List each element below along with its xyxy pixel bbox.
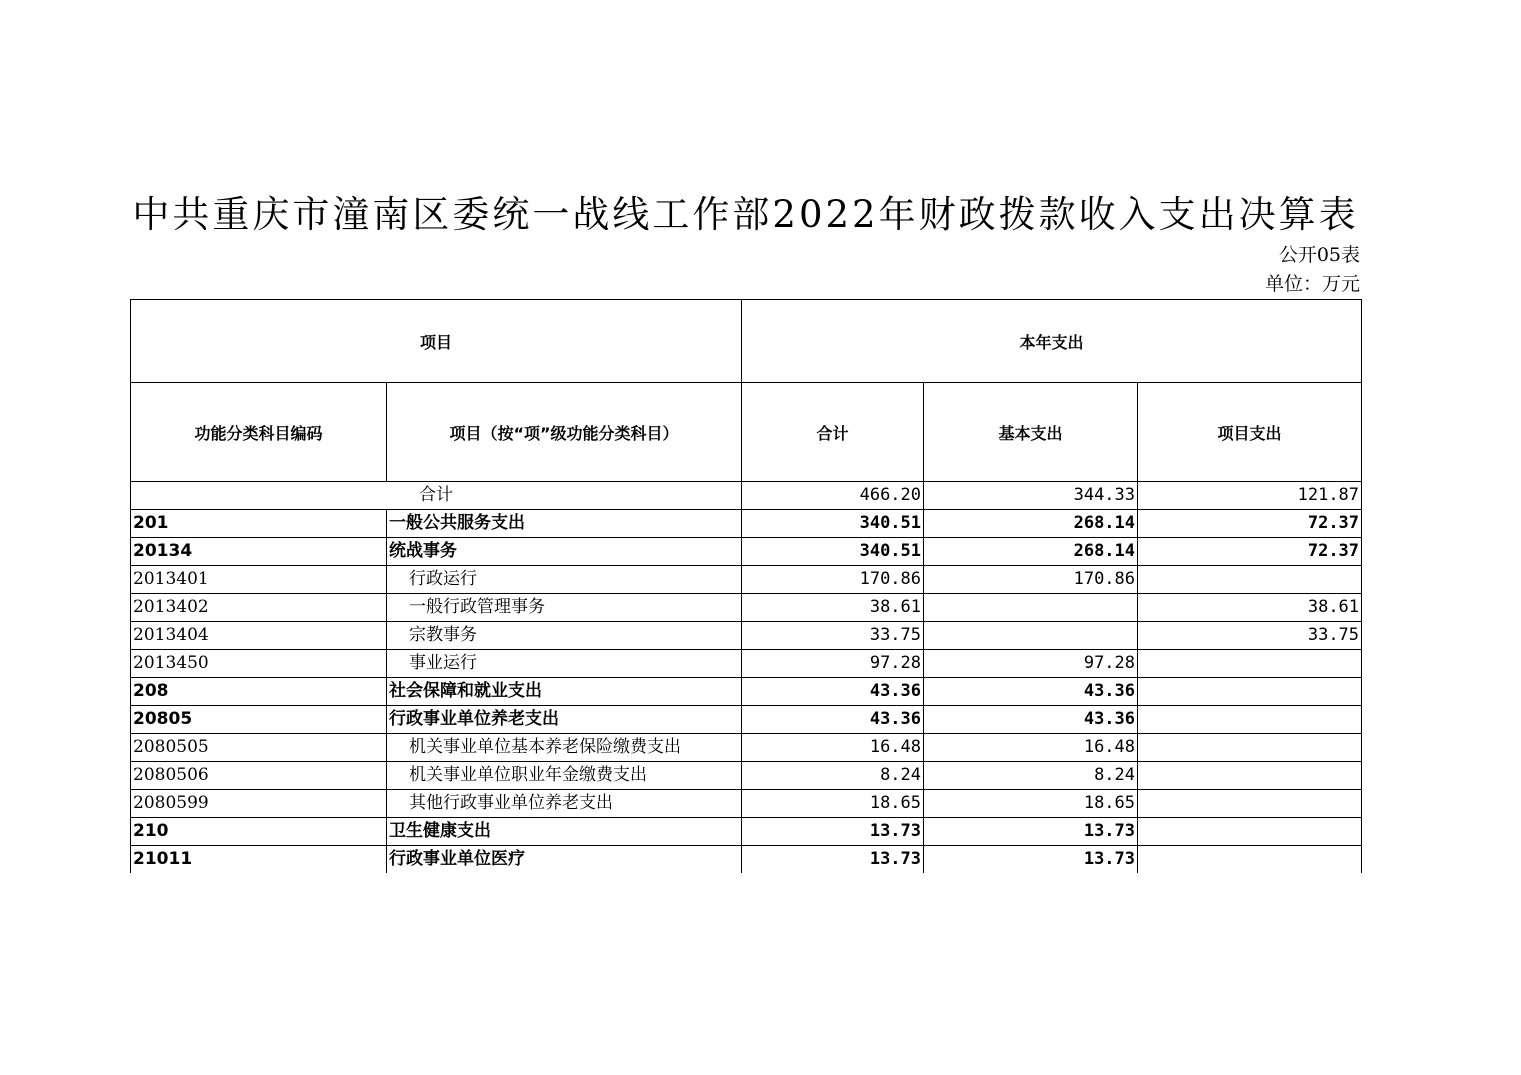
table-row	[131, 790, 1362, 818]
row-total: 43.36	[742, 678, 924, 706]
row-name: 一般行政管理事务	[387, 594, 742, 622]
row-total: 340.51	[742, 538, 924, 566]
table-row	[131, 762, 1362, 790]
row-code: 2013402	[131, 594, 387, 622]
row-code: 2080506	[131, 762, 387, 790]
budget-table	[130, 299, 1362, 873]
table-row	[131, 510, 1362, 538]
total-project: 121.87	[1138, 482, 1362, 510]
row-name: 一般公共服务支出	[387, 510, 742, 538]
row-name: 卫生健康支出	[387, 818, 742, 846]
row-project	[1138, 790, 1362, 818]
header-basic: 基本支出	[924, 383, 1138, 482]
row-name: 行政事业单位医疗	[387, 846, 742, 874]
row-total: 13.73	[742, 818, 924, 846]
table-row	[131, 622, 1362, 650]
table-row	[131, 678, 1362, 706]
header-project-exp: 项目支出	[1138, 383, 1362, 482]
table-row	[131, 594, 1362, 622]
row-name: 统战事务	[387, 538, 742, 566]
row-basic: 8.24	[924, 762, 1138, 790]
page-title: 中共重庆市潼南区委统一战线工作部2022年财政拨款收入支出决算表	[132, 193, 1359, 236]
header-project-item: 项目（按“项”级功能分类科目）	[387, 383, 742, 482]
row-project: 33.75	[1138, 622, 1362, 650]
row-code: 2080599	[131, 790, 387, 818]
row-project	[1138, 734, 1362, 762]
header-code: 功能分类科目编码	[131, 383, 387, 482]
row-project: 38.61	[1138, 594, 1362, 622]
total-amount: 466.20	[742, 482, 924, 510]
row-total: 16.48	[742, 734, 924, 762]
row-name: 机关事业单位职业年金缴费支出	[387, 762, 742, 790]
row-total: 170.86	[742, 566, 924, 594]
row-basic: 170.86	[924, 566, 1138, 594]
row-total: 8.24	[742, 762, 924, 790]
total-row	[131, 482, 1362, 510]
row-basic: 18.65	[924, 790, 1138, 818]
row-name: 行政事业单位养老支出	[387, 706, 742, 734]
row-project	[1138, 650, 1362, 678]
row-basic: 16.48	[924, 734, 1138, 762]
row-basic: 97.28	[924, 650, 1138, 678]
row-code: 20134	[131, 538, 387, 566]
row-basic: 13.73	[924, 818, 1138, 846]
row-name: 行政运行	[387, 566, 742, 594]
row-name: 事业运行	[387, 650, 742, 678]
table-row	[131, 650, 1362, 678]
row-total: 43.36	[742, 706, 924, 734]
row-code: 201	[131, 510, 387, 538]
row-project	[1138, 818, 1362, 846]
row-basic: 268.14	[924, 510, 1138, 538]
row-name: 其他行政事业单位养老支出	[387, 790, 742, 818]
total-label: 合计	[131, 482, 742, 510]
row-total: 340.51	[742, 510, 924, 538]
row-basic	[924, 622, 1138, 650]
row-project	[1138, 566, 1362, 594]
table-row	[131, 706, 1362, 734]
total-basic: 344.33	[924, 482, 1138, 510]
row-total: 13.73	[742, 846, 924, 874]
row-code: 21011	[131, 846, 387, 874]
row-basic: 13.73	[924, 846, 1138, 874]
row-project: 72.37	[1138, 538, 1362, 566]
row-code: 2080505	[131, 734, 387, 762]
row-basic	[924, 594, 1138, 622]
header-row-2	[131, 383, 1362, 482]
form-number: 公开05表	[1278, 244, 1360, 266]
table-row	[131, 818, 1362, 846]
header-row-1	[131, 300, 1362, 383]
row-project	[1138, 846, 1362, 874]
row-name: 宗教事务	[387, 622, 742, 650]
row-total: 33.75	[742, 622, 924, 650]
row-code: 210	[131, 818, 387, 846]
table-row	[131, 734, 1362, 762]
row-total: 18.65	[742, 790, 924, 818]
row-project: 72.37	[1138, 510, 1362, 538]
row-project	[1138, 706, 1362, 734]
row-project	[1138, 762, 1362, 790]
table-row	[131, 538, 1362, 566]
header-project: 项目	[131, 300, 742, 383]
unit-label: 单位：万元	[1264, 273, 1360, 295]
row-code: 20805	[131, 706, 387, 734]
row-name: 机关事业单位基本养老保险缴费支出	[387, 734, 742, 762]
row-code: 2013404	[131, 622, 387, 650]
header-current-year: 本年支出	[742, 300, 1362, 383]
row-basic: 43.36	[924, 706, 1138, 734]
header-total: 合计	[742, 383, 924, 482]
row-code: 2013450	[131, 650, 387, 678]
row-total: 38.61	[742, 594, 924, 622]
table-row	[131, 846, 1362, 874]
row-total: 97.28	[742, 650, 924, 678]
row-project	[1138, 678, 1362, 706]
row-name: 社会保障和就业支出	[387, 678, 742, 706]
row-code: 2013401	[131, 566, 387, 594]
row-code: 208	[131, 678, 387, 706]
row-basic: 268.14	[924, 538, 1138, 566]
row-basic: 43.36	[924, 678, 1138, 706]
table-row	[131, 566, 1362, 594]
